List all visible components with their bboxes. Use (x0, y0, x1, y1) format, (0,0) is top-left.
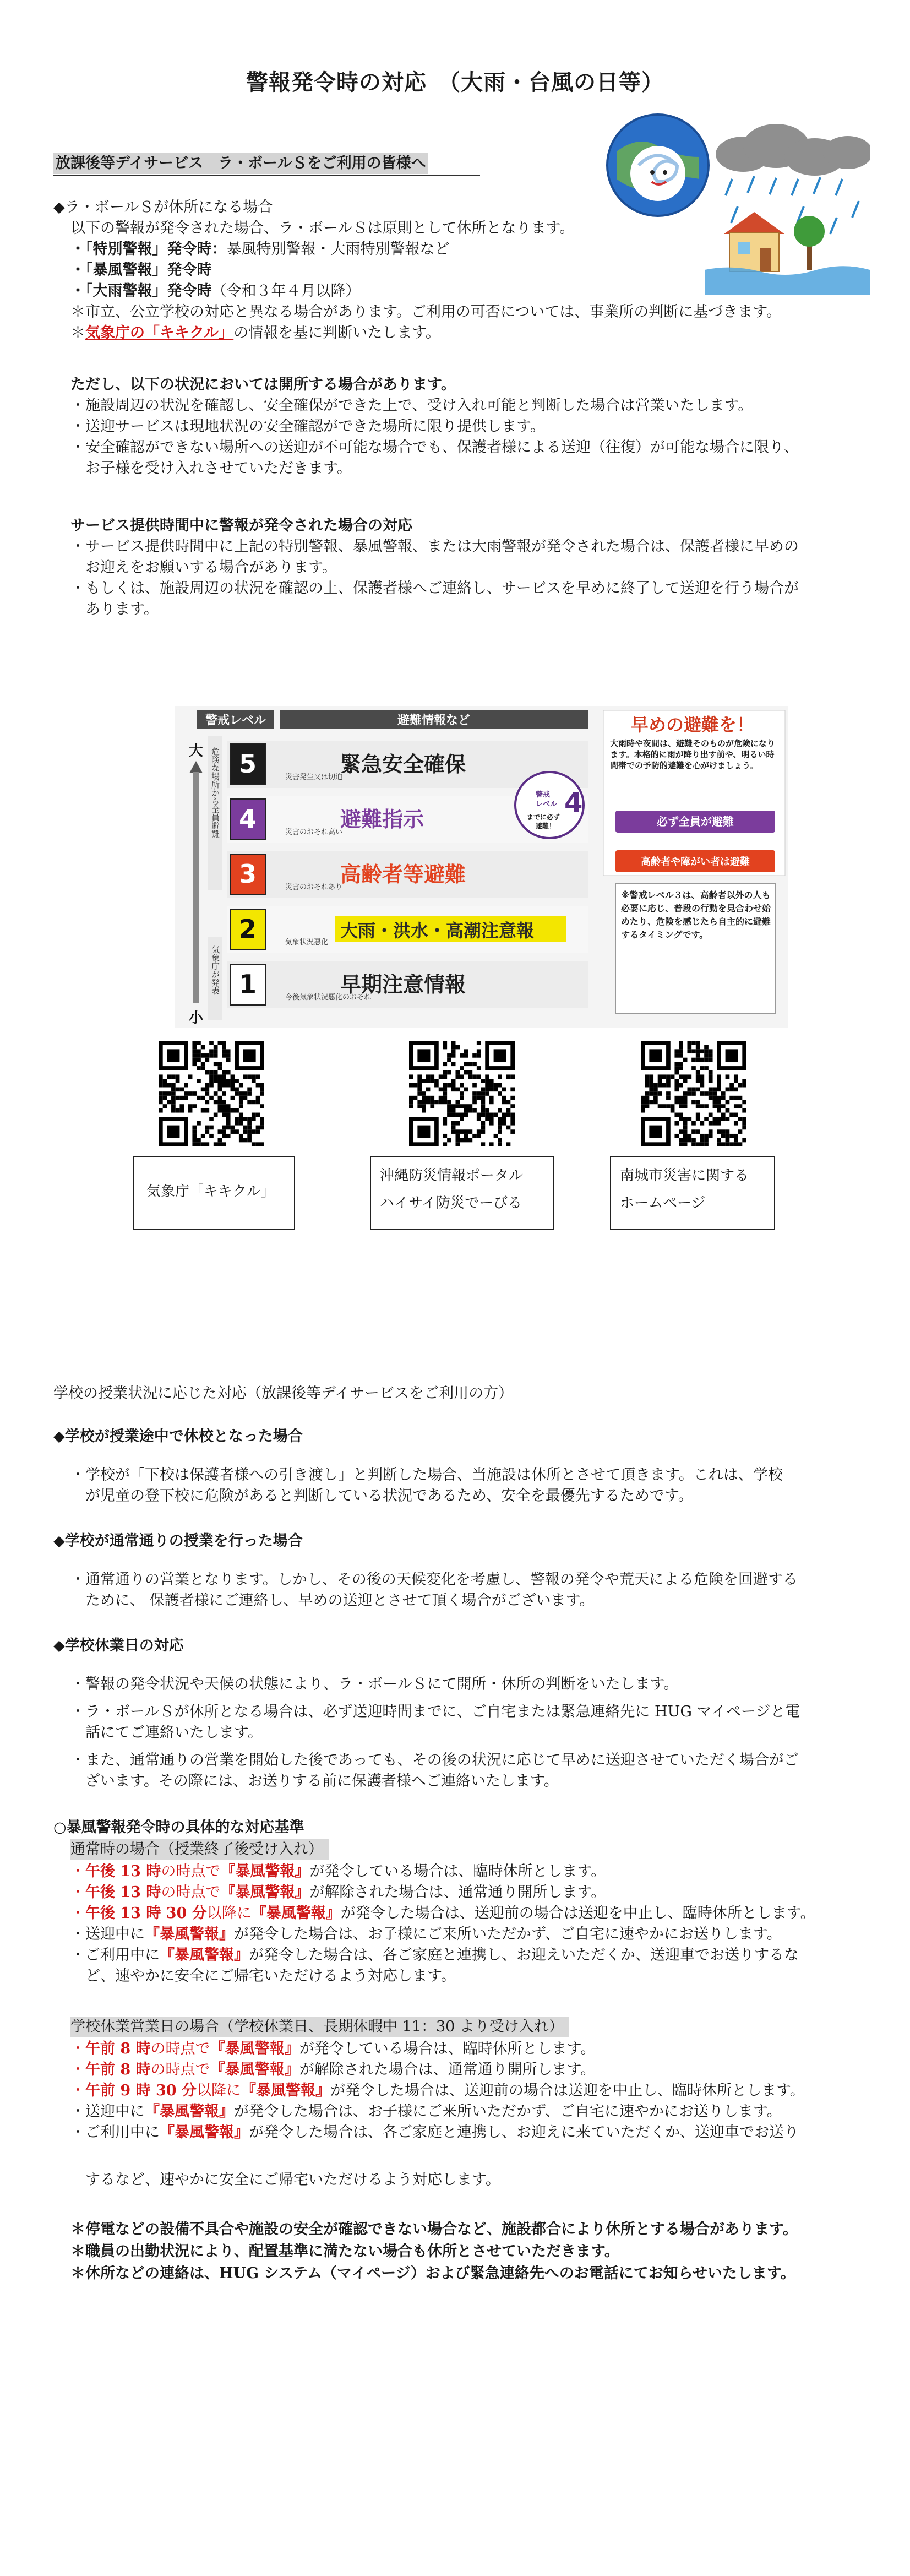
closure-note-2: ＊気象庁の「キキクル」の情報を基に判断いたします。 (70, 324, 441, 341)
qr-code-kikikuru[interactable] (159, 1041, 264, 1146)
closure-item-1: ・「暴風警報」発令時 (70, 262, 212, 279)
school-block-line: ために、 保護者様にご連絡し、早めの送迎とさせて頂く場合がございます。 (70, 1592, 595, 1609)
header-label-text: 放課後等デイサービス ラ・ボールＳをご利用の皆様へ (56, 155, 426, 172)
school-block-line: が児童の登下校に危険があると判断している状況であるため、安全を最優先するためです。 (70, 1487, 693, 1504)
during-service-line: お迎えをお願いする場合があります。 (70, 559, 337, 576)
evac-level-sub: 災害発生又は切迫 (285, 773, 343, 781)
storm-regular-tail: ど、速やかに安全にご帰宅いただけるよう対応します。 (70, 1968, 456, 1985)
school-block-line: 話にてご連絡いたします。 (70, 1724, 263, 1741)
closure-item-2: ・「大雨警報」発令時（令和３年４月以降） (70, 282, 361, 300)
evac-level-number: 1 (238, 969, 257, 999)
during-service-line: あります。 (70, 601, 159, 618)
evac-level-text: 早期注意情報 (340, 972, 466, 997)
qr-label-nanjo-2: ホームページ (620, 1195, 706, 1211)
evacuation-level-chart (175, 706, 788, 1028)
evac-level-sub: 気象状況悪化 (285, 938, 329, 947)
storm-regular-row: ・送迎中に『暴風警報』が発令した場合は、お子様にご来所いただかず、ご自宅に速やかにお送りします。 (70, 1926, 782, 1943)
footer-note: ＊休所などの連絡は、HUG システム（マイページ）および緊急連絡先へのお電話にてお知らせいたします。 (70, 2265, 795, 2282)
qr-code-okinawa-portal[interactable] (409, 1041, 515, 1146)
header-divider (53, 175, 480, 176)
footer-note: ＊職員の出勤状況により、配置基準に満たない場合も休所とさせていただきます。 (70, 2243, 619, 2260)
school-block-line: ・学校が「下校は保護者様への引き渡し」と判断した場合、当施設は休所とさせて頂きます。これは、学校 (70, 1466, 783, 1483)
evac-tag-elderly: 高齢者や障がい者は避難 (641, 856, 750, 868)
during-service-line: ・サービス提供時間中に上記の特別警報、暴風警報、または大雨警報が発令された場合は、保護者様に早めの (70, 538, 799, 555)
school-block-line: ・警報の発令状況や天候の状態により、ラ・ボールＳにて開所・休所の判断をいたします。 (70, 1676, 679, 1693)
open-exception-line: お子様を受け入れさせていただきます。 (70, 460, 352, 477)
evac-level-number: 2 (238, 914, 257, 944)
storm-holiday-row: ・午前 9 時 30 分以降に『暴風警報』が発令した場合は、送迎前の場合は送迎を中止し、臨時休所とします。 (70, 2082, 805, 2099)
storm-holiday-row: ・送迎中に『暴風警報』が発令した場合は、お子様にご来所いただかず、ご自宅に速やかにお送りします。 (70, 2103, 782, 2120)
school-block-title: ◆学校が授業途中で休校となった場合 (53, 1428, 303, 1445)
closure-item-0: ・「特別警報」発令時：暴風特別警報・大雨特別警報など (70, 241, 450, 258)
open-exception-line: ・安全確認ができない場所への送迎が不可能な場合でも、保護者様による送迎（往復）が可能な場合に限り、 (70, 439, 799, 456)
evac-side-bottom: 気象庁が発表 (210, 945, 220, 995)
storm-holiday-row: ・午前 8 時の時点で『暴風警報』が解除された場合は、通常通り開所します。 (70, 2061, 596, 2078)
storm-holiday-label: 学校休業営業日の場合（学校休業日、長期休暇中 11：30 より受け入れ） (70, 2017, 569, 2037)
evac-callout-title: 早めの避難を！ (630, 714, 755, 735)
qr-label-nanjo-1: 南城市災害に関する (620, 1167, 749, 1184)
evac-tag-all: 必ず全員が避難 (657, 815, 734, 828)
evac-level-number: 3 (238, 859, 257, 889)
svg-text:警戒: 警戒 (536, 791, 551, 799)
storm-regular-row: ・午後 13 時 30 分以降に『暴風警報』が発令した場合は、送迎前の場合は送迎を中止し、臨時休所とします。 (70, 1905, 815, 1922)
school-block-line: ・ラ・ボールＳが休所となる場合は、必ず送迎時間までに、ご自宅または緊急連絡先に HUG マイページと電 (70, 1703, 800, 1720)
storm-heading: ○暴風警報発令時の具体的な対応基準 (53, 1819, 304, 1836)
storm-illustration (606, 113, 870, 295)
open-exception-heading: ただし、以下の状況においては開所する場合があります。 (70, 376, 456, 393)
school-block-line: ざいます。その際には、お送りする前に保護者様へご連絡いたします。 (70, 1773, 559, 1790)
storm-regular-row: ・ご利用中に『暴風警報』が発令した場合は、各ご家庭と連携し、お迎えいただくか、送迎車でお送りするな (70, 1947, 799, 1964)
kikikuru-link[interactable]: 気象庁の「キキクル」 (85, 324, 234, 341)
open-exception-line: ・送迎サービスは現地状況の安全確認ができた場所に限り提供します。 (70, 418, 545, 435)
evac-note: ※警戒レベル３は、高齢者以外の人も必要に応じ、普段の行動を見合わせ始めたり、危険を感じたら自主的に避難するタイミングです。 (621, 890, 771, 940)
footer-note: ＊停電などの設備不具合や施設の安全が確認できない場合など、施設都合により休所とする場合があります。 (70, 2221, 798, 2238)
evac-col-level: 警戒レベル (205, 714, 266, 727)
evac-level-number: 4 (238, 804, 257, 834)
closure-note-1: ＊市立、公立学校の対応と異なる場合があります。ご利用の可否については、事業所の判断に基づきます。 (70, 303, 782, 320)
storm-holiday-tail: するなど、速やかに安全にご帰宅いただけるよう対応します。 (70, 2171, 500, 2188)
evac-level-sub: 今後気象状況悪化のおそれ (285, 993, 372, 1002)
evac-level-text: 高齢者等避難 (340, 862, 466, 887)
during-service-heading: サービス提供時間中に警報が発令された場合の対応 (70, 517, 412, 534)
qr-code-nanjo-city[interactable] (641, 1041, 746, 1146)
svg-text:レベル: レベル (536, 800, 558, 808)
storm-regular-row: ・午後 13 時の時点で『暴風警報』が解除された場合は、通常通り開所します。 (70, 1884, 606, 1901)
closure-intro: 以下の警報が発令された場合、ラ・ボールＳは原則として休所となります。 (70, 220, 575, 237)
evac-level-sub: 災害のおそれあり (285, 883, 343, 892)
qr-label-okinawa-2: ハイサイ防災でーびる (380, 1195, 522, 1211)
qr-label-okinawa-1: 沖縄防災情報ポータル (380, 1167, 524, 1184)
evac-big: 大 (188, 743, 204, 759)
evac-small: 小 (188, 1010, 204, 1026)
evac-level-text: 大雨・洪水・高潮注意報 (340, 920, 535, 941)
evac-col-info: 避難情報など (397, 714, 471, 727)
evac-badge (515, 772, 584, 838)
closure-heading: ◆ラ・ボールＳが休所になる場合 (53, 199, 273, 216)
evac-level-number: 5 (238, 749, 257, 779)
svg-text:までに必ず: までに必ず (527, 813, 560, 821)
svg-text:4: 4 (564, 787, 583, 818)
school-block-title: ◆学校休業日の対応 (53, 1637, 184, 1654)
school-block-title: ◆学校が通常通りの授業を行った場合 (53, 1532, 303, 1550)
school-block-line: ・また、通常通りの営業を開始した後であっても、その後の状況に応じて早めに送迎させていただく場合がご (70, 1752, 799, 1769)
header-label (53, 153, 428, 174)
school-block-line: ・通常通りの営業となります。しかし、その後の天候変化を考慮し、警報の発令や荒天による危険を回避する (70, 1571, 798, 1588)
svg-text:避難！: 避難！ (536, 822, 556, 830)
evac-level-text: 避難指示 (340, 807, 424, 832)
school-heading: 学校の授業状況に応じた対応（放課後等デイサービスをご利用の方） (53, 1385, 514, 1402)
evac-level-sub: 災害のおそれ高い (285, 828, 343, 836)
storm-regular-row: ・午後 13 時の時点で『暴風警報』が発令している場合は、臨時休所とします。 (70, 1863, 606, 1880)
evac-level-text: 緊急安全確保 (340, 752, 466, 776)
evac-callout-body: 大雨時や夜間は、避難そのものが危険になります。本格的に雨が降り出す前や、明るい時間帯での予防的避難を心がけましょう。 (610, 738, 776, 770)
storm-holiday-row: ・午前 8 時の時点で『暴風警報』が発令している場合は、臨時休所とします。 (70, 2040, 596, 2057)
storm-holiday-row: ・ご利用中に『暴風警報』が発令した場合は、各ご家庭と連携し、お迎えに来ていただくか、送迎車でお送り (70, 2124, 799, 2141)
open-exception-line: ・施設周辺の状況を確認し、安全確保ができた上で、受け入れ可能と判断した場合は営業いたします。 (70, 397, 753, 414)
during-service-line: ・もしくは、施設周辺の状況を確認の上、保護者様へご連絡し、サービスを早めに終了して送迎を行う場合が (70, 580, 799, 597)
qr-label-kikikuru: 気象庁「キキクル」 (146, 1183, 275, 1200)
evac-side-top: 危険な場所から全員避難 (210, 747, 220, 838)
page-title: 警報発令時の対応 （大雨・台風の日等） (246, 69, 664, 95)
storm-regular-label: 通常時の場合（授業終了後受け入れ） (70, 1839, 329, 1860)
